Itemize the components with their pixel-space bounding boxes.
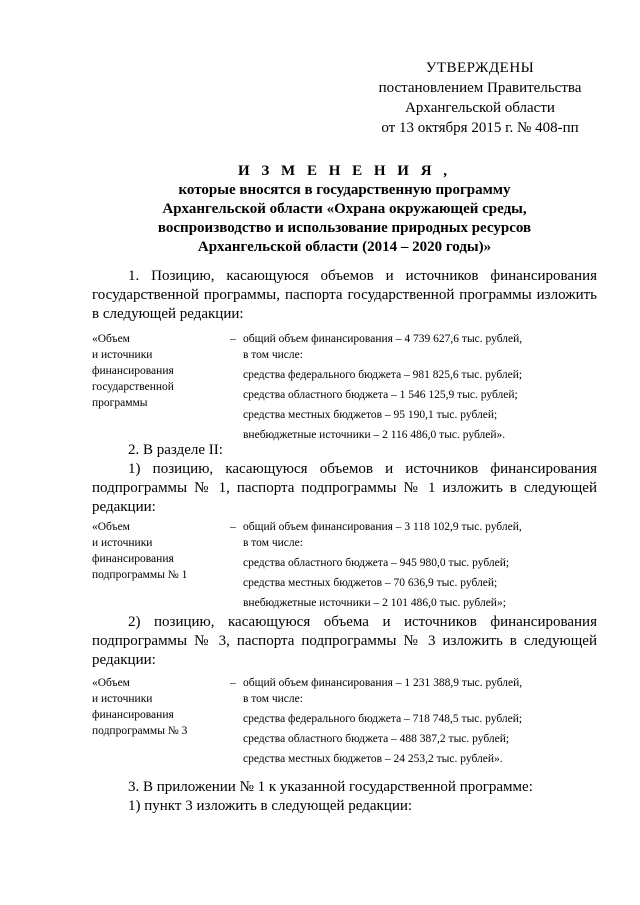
value-line: в том числе: [243, 349, 303, 361]
funding-block-program [92, 331, 597, 441]
heading-title: И З М Е Н Е Н И Я , [237, 163, 452, 179]
value-line: средства областного бюджета – 945 980,0 тыс. рублей; [243, 557, 510, 569]
item-2-1-paragraph [92, 460, 597, 517]
item-3-1-paragraph [92, 797, 597, 816]
document-heading [92, 162, 597, 257]
value-line: средства областного бюджета – 488 387,2 тыс. рублей; [243, 733, 510, 745]
value-line: общий объем финансирования – 3 118 102,9 тыс. рублей, [243, 521, 522, 533]
item-2-text: 2. В разделе II: [128, 442, 223, 458]
value-line: средства федерального бюджета – 981 825,6 тыс. рублей; [243, 369, 523, 381]
label-line: подпрограммы № 1 [92, 569, 188, 581]
heading-line: воспроизводство и использование природных ресурсов [157, 220, 532, 236]
block-label [92, 675, 227, 739]
approval-line: постановлением Правительства [378, 80, 582, 96]
item-3-1-text: 1) пункт 3 изложить в следующей редакции: [128, 798, 413, 814]
item-1-paragraph [92, 267, 597, 324]
item-2-1-text: 1) позицию, касающуюся объемов и источников финансирования подпрограммы № 1, паспорта подпрограммы № 1 изложить в следующей редакции: [92, 461, 597, 515]
label-line: и источники [92, 537, 153, 549]
funding-block-subprogram-1 [92, 519, 597, 609]
value-line: в том числе: [243, 693, 303, 705]
value-line: внебюджетные источники – 2 101 486,0 тыс. рублей»; [243, 597, 506, 609]
block-dash: – [230, 521, 236, 533]
heading-line: Архангельской области (2014 – 2020 годы)» [197, 239, 492, 255]
heading-line: Архангельской области «Охрана окружающей среды, [162, 201, 527, 217]
block-values [243, 519, 603, 611]
label-line: и источники [92, 693, 153, 705]
label-line: «Объем [92, 521, 130, 533]
label-line: подпрограммы № 3 [92, 725, 188, 737]
item-2-2-text: 2) позицию, касающуюся объема и источников финансирования подпрограммы № 3, паспорта подпрограммы № 3 изложить в следующей редакции: [92, 614, 597, 668]
block-dash: – [230, 333, 236, 345]
label-line: финансирования [92, 365, 174, 377]
value-line: средства федерального бюджета – 718 748,5 тыс. рублей; [243, 713, 523, 725]
block-dash: – [230, 677, 236, 689]
label-line: финансирования [92, 709, 174, 721]
label-line: «Объем [92, 333, 130, 345]
value-line: средства местных бюджетов – 24 253,2 тыс. рублей». [243, 753, 503, 765]
block-values [243, 331, 603, 443]
block-values [243, 675, 603, 767]
value-line: общий объем финансирования – 1 231 388,9 тыс. рублей, [243, 677, 523, 689]
value-line: общий объем финансирования – 4 739 627,6 тыс. рублей, [243, 333, 523, 345]
approval-line: Архангельской области [405, 100, 555, 116]
label-line: и источники [92, 349, 153, 361]
label-line: программы [92, 397, 148, 409]
funding-block-subprogram-3 [92, 675, 597, 765]
value-line: внебюджетные источники – 2 116 486,0 тыс. рублей». [243, 429, 506, 441]
item-2-2-paragraph [92, 613, 597, 670]
value-line: средства местных бюджетов – 70 636,9 тыс. рублей; [243, 577, 498, 589]
heading-line: которые вносятся в государственную программу [178, 182, 511, 198]
approval-stamp [360, 58, 600, 138]
block-label [92, 331, 227, 411]
item-2-paragraph [92, 441, 597, 460]
approval-title: УТВЕРЖДЕНЫ [425, 60, 535, 76]
value-line: средства областного бюджета – 1 546 125,9 тыс. рублей; [243, 389, 518, 401]
approval-line: от 13 октября 2015 г. № 408-пп [381, 120, 579, 136]
item-3-paragraph [92, 778, 597, 797]
label-line: «Объем [92, 677, 130, 689]
block-label [92, 519, 227, 583]
label-line: государственной [92, 381, 174, 393]
item-3-text: 3. В приложении № 1 к указанной государственной программе: [128, 779, 533, 795]
value-line: средства местных бюджетов – 95 190,1 тыс. рублей; [243, 409, 498, 421]
item-1-text: 1. Позицию, касающуюся объемов и источников финансирования государственной программы, паспорта государственной программы изложить в следующей редакции: [92, 268, 597, 322]
label-line: финансирования [92, 553, 174, 565]
value-line: в том числе: [243, 537, 303, 549]
